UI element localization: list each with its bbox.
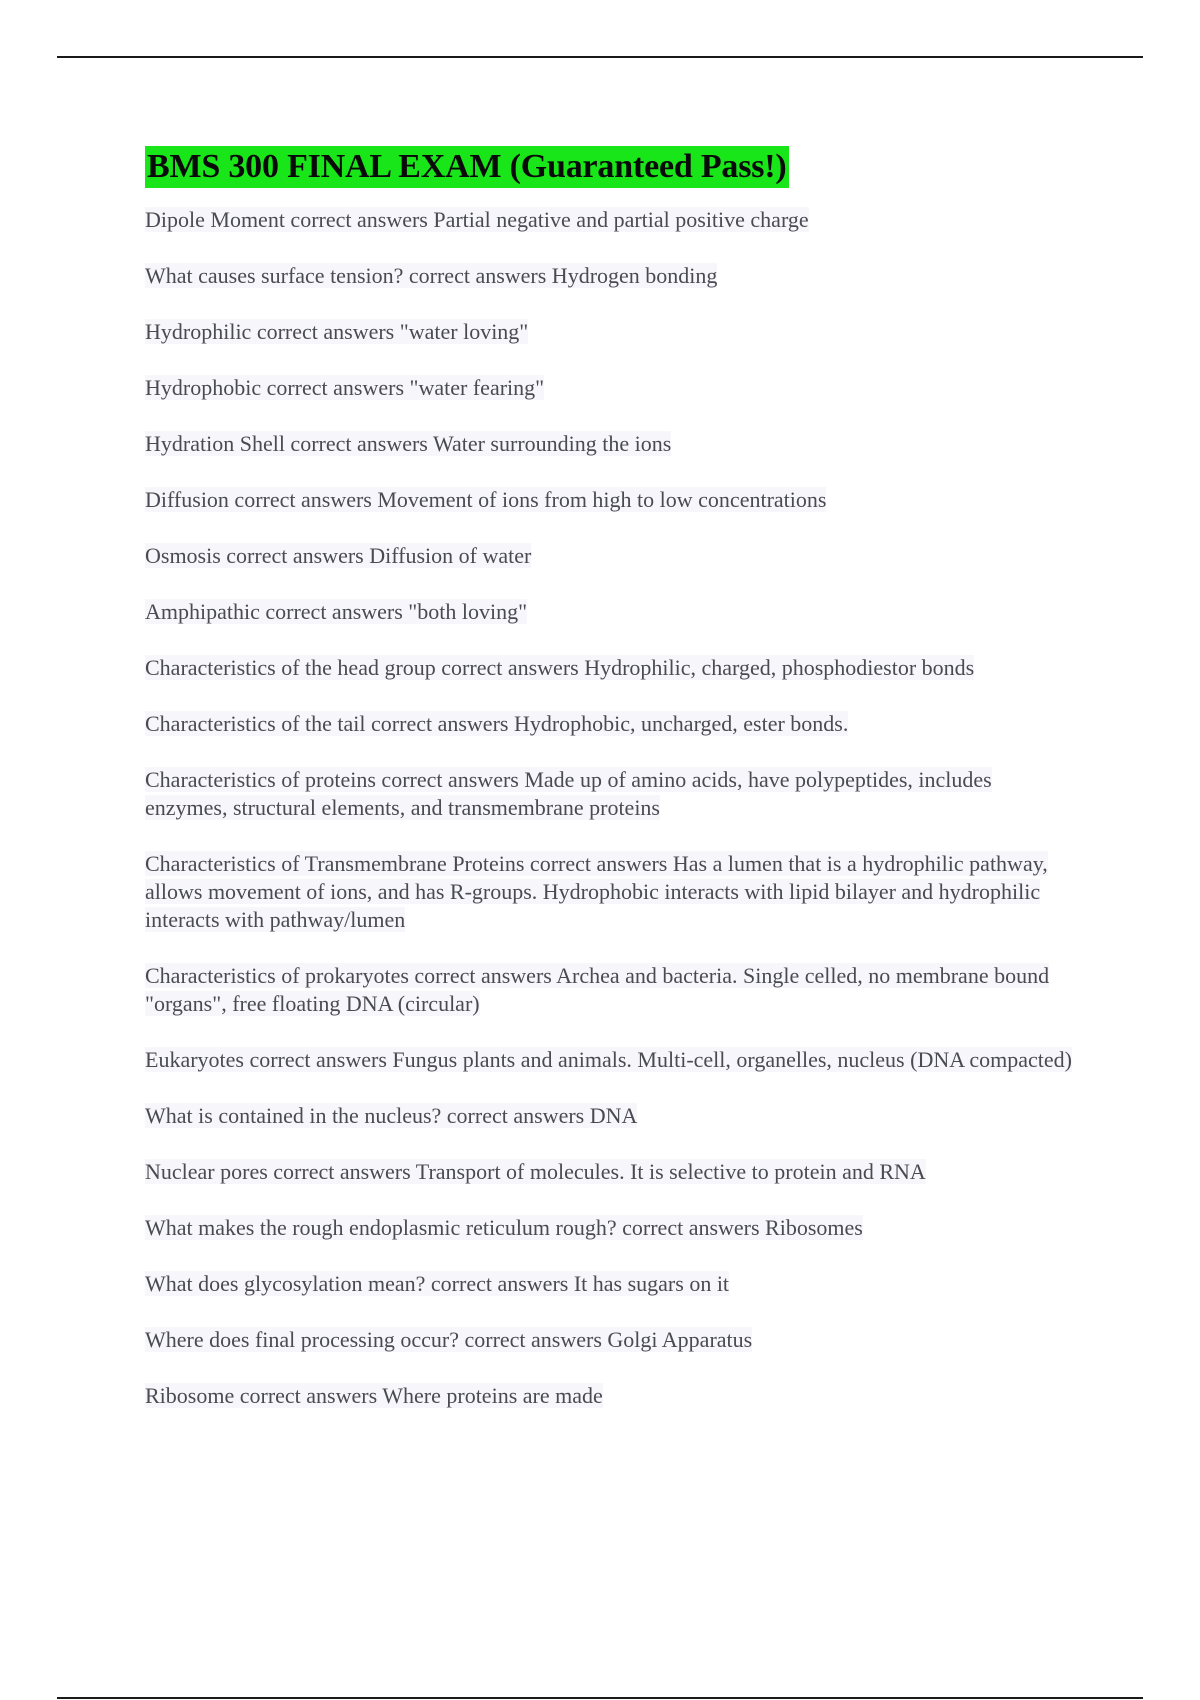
qa-item-osmosis: Osmosis correct answers Diffusion of water xyxy=(145,543,532,568)
qa-item-amphipathic: Amphipathic correct answers "both loving" xyxy=(145,599,528,624)
qa-item-eukaryotes: Eukaryotes correct answers Fungus plants and animals. Multi-cell, organelles, nucleus (DNA compacted) xyxy=(145,1047,1073,1072)
qa-item-hydrophobic: Hydrophobic correct answers "water fearing" xyxy=(145,375,545,400)
qa-item-nucleus: What is contained in the nucleus? correct answers DNA xyxy=(145,1103,638,1128)
qa-item-dipole-moment: Dipole Moment correct answers Partial negative and partial positive charge xyxy=(145,207,809,232)
qa-item-proteins: Characteristics of proteins correct answers Made up of amino acids, have polypeptides, includes enzymes, structural elements, and transmembrane proteins xyxy=(145,767,992,820)
qa-item-head-group: Characteristics of the head group correct answers Hydrophilic, charged, phosphodiestor bonds xyxy=(145,655,975,680)
qa-list xyxy=(145,206,1085,1410)
qa-item-tail: Characteristics of the tail correct answers Hydrophobic, uncharged, ester bonds. xyxy=(145,711,849,736)
bottom-rule xyxy=(57,1697,1143,1699)
document-title: BMS 300 FINAL EXAM (Guaranteed Pass!) xyxy=(145,146,789,188)
qa-item-rough-er: What makes the rough endoplasmic reticulum rough? correct answers Ribosomes xyxy=(145,1215,863,1240)
document-body xyxy=(145,146,1085,1438)
qa-item-hydration-shell: Hydration Shell correct answers Water surrounding the ions xyxy=(145,431,672,456)
qa-item-prokaryotes: Characteristics of prokaryotes correct answers Archea and bacteria. Single celled, no membrane bound "organs", free floating DNA (circular) xyxy=(145,963,1050,1016)
qa-item-transmembrane-proteins: Characteristics of Transmembrane Proteins correct answers Has a lumen that is a hydrophilic pathway, allows movement of ions, and has R-groups. Hydrophobic interacts with lipid bilayer and hydrophilic interacts with pathway/lumen xyxy=(145,851,1048,932)
qa-item-surface-tension: What causes surface tension? correct answers Hydrogen bonding xyxy=(145,263,718,288)
qa-item-hydrophilic: Hydrophilic correct answers "water loving" xyxy=(145,319,529,344)
qa-item-ribosome: Ribosome correct answers Where proteins are made xyxy=(145,1383,603,1408)
top-rule xyxy=(57,56,1143,58)
qa-item-final-processing: Where does final processing occur? correct answers Golgi Apparatus xyxy=(145,1327,753,1352)
qa-item-glycosylation: What does glycosylation mean? correct answers It has sugars on it xyxy=(145,1271,730,1296)
qa-item-nuclear-pores: Nuclear pores correct answers Transport of molecules. It is selective to protein and RNA xyxy=(145,1159,926,1184)
qa-item-diffusion: Diffusion correct answers Movement of ions from high to low concentrations xyxy=(145,487,827,512)
